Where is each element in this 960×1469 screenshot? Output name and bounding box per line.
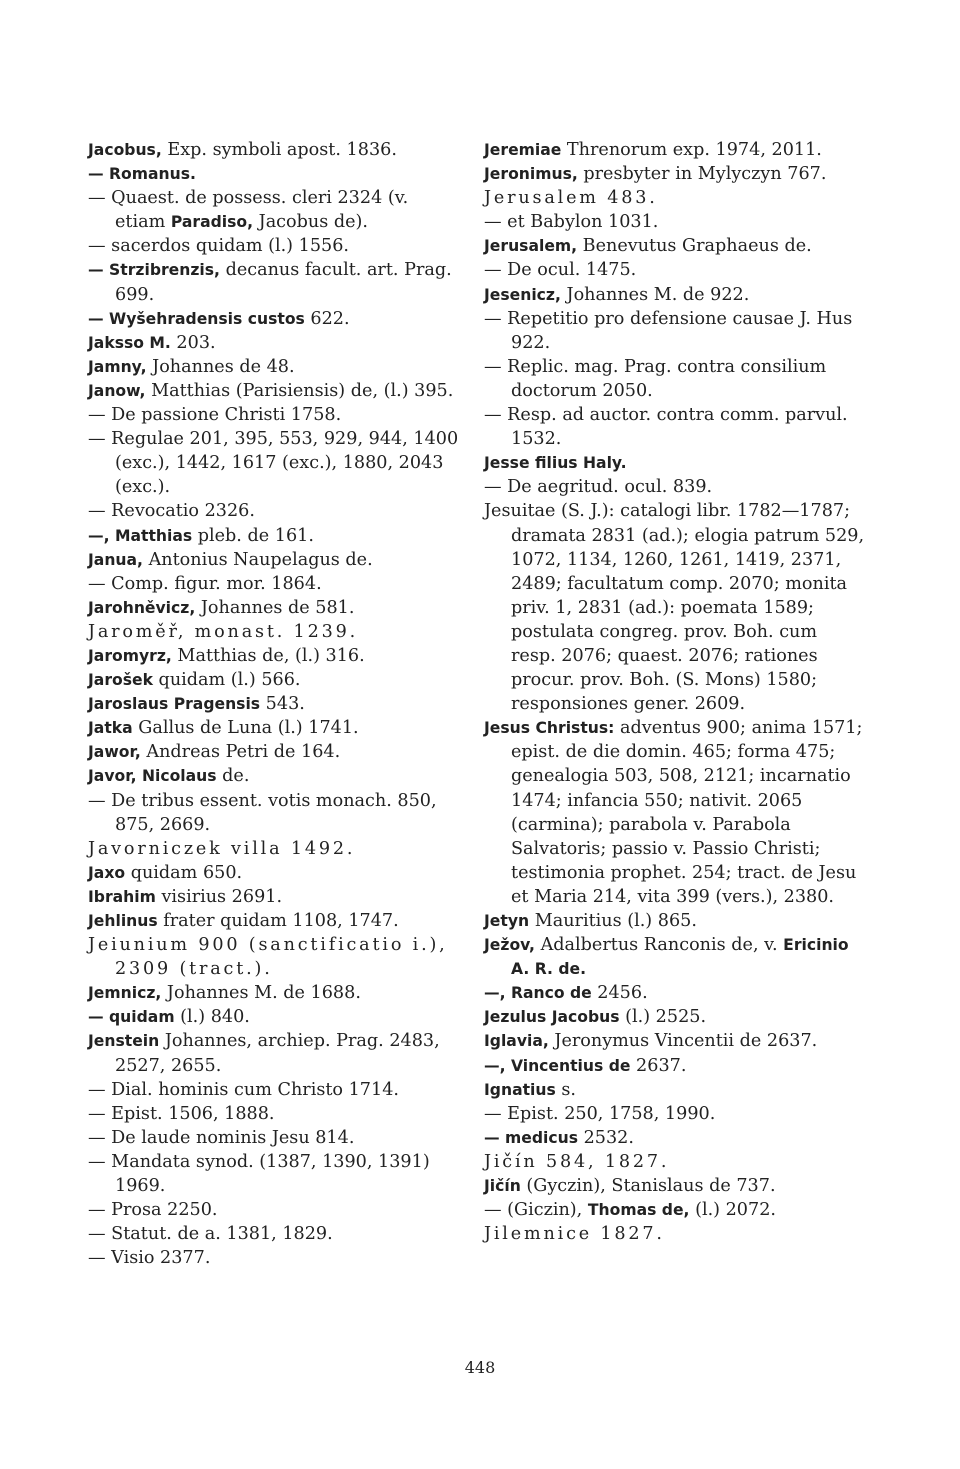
index-entry: — Prosa 2250.: [88, 1200, 218, 1221]
index-entry: — Wyšehradensis custos 622.: [88, 308, 350, 329]
index-entry: — Dial. hominis cum Christo 1714.: [88, 1079, 399, 1100]
index-entry: Jaroměř, monast. 1239.: [88, 621, 359, 642]
index-entry: — Comp. figur. mor. 1864.: [88, 573, 322, 594]
index-entry: — Replic. mag. Prag. contra consilium doctorum 2050.: [484, 356, 827, 401]
index-entry: Jilemnice 1827.: [484, 1224, 665, 1245]
index-entry: — Resp. ad auctor. contra comm. parvul. 1532.: [484, 405, 848, 450]
index-entry: Jezulus Jacobus (l.) 2525.: [484, 1007, 707, 1028]
index-entry: Jeiunium 900 (sanctificatio i.), 2309 (tract.).: [88, 935, 448, 980]
index-entry: — (Giczin), Thomas de, (l.) 2072.: [484, 1200, 776, 1221]
index-entry: Ignatius s.: [484, 1079, 576, 1100]
index-entry: —, Ranco de 2456.: [484, 983, 648, 1004]
page-number: 448: [464, 1358, 496, 1377]
index-entry: Jamny, Johannes de 48.: [88, 356, 295, 377]
index-entry: Jarohněvicz, Johannes de 581.: [88, 597, 355, 618]
index-entry: Jaksso M. 203.: [88, 332, 216, 353]
index-entry: —, Vincentius de 2637.: [484, 1055, 687, 1076]
index-entry: Jatka Gallus de Luna (l.) 1741.: [88, 718, 359, 739]
index-entry: Jaromyrz, Matthias de, (l.) 316.: [88, 645, 365, 666]
index-entry: —, Matthias pleb. de 161.: [88, 525, 314, 546]
index-entry: — Visio 2377.: [88, 1248, 211, 1269]
index-entry: — De aegritud. ocul. 839.: [484, 477, 713, 498]
index-entry: — Regulae 201, 395, 553, 929, 944, 1400 (exc.), 1442, 1617 (exc.), 1880, 2043 (exc.).: [88, 429, 459, 498]
index-entry: — Strzibrenzis, decanus facult. art. Prag. 699.: [88, 260, 452, 305]
index-entry: — Repetitio pro defensione causae J. Hus 922.: [484, 308, 853, 353]
index-entry: Jacobus, Exp. symboli apost. 1836.: [88, 140, 397, 160]
index-entry: — De passione Christi 1758.: [88, 405, 342, 426]
index-entry: — quidam (l.) 840.: [88, 1007, 250, 1028]
index-entry: — Mandata synod. (1387, 1390, 1391) 1969.: [88, 1151, 430, 1197]
index-entry: — medicus 2532.: [484, 1127, 634, 1148]
index-entry: Jesus Christus: adventus 900; anima 1571; epist. de die domin. 465; forma 475; genealogia 503, 508, 2121; incarnatio 1474; infancia 550; nativit. 2065 (carmina); parabola v. Parabola Salvatoris; passio v. Passio Christi; testimonia prophet. 254; tract. de Jesu et Maria 214, vita 399 (vers.), 2380.: [484, 718, 863, 907]
index-entry: — Romanus.: [88, 165, 196, 184]
index-entry: Jerusalem 483.: [484, 188, 658, 209]
index-entry: Jenstein Johannes, archiep. Prag. 2483, 2527, 2655.: [88, 1031, 440, 1076]
index-entry: Ibrahim visirius 2691.: [88, 886, 283, 907]
index-entry: Jeronimus, presbyter in Mylyczyn 767.: [484, 164, 827, 185]
index-entry: Jičín (Gyczin), Stanislaus de 737.: [484, 1176, 776, 1197]
index-entry: Jawor, Andreas Petri de 164.: [88, 742, 341, 763]
index-entry: — De laude nominis Jesu 814.: [88, 1127, 355, 1148]
index-entry: Jaroslaus Pragensis 543.: [88, 694, 305, 715]
index-entry: Ježov, Adalbertus Ranconis de, v. Ericinio A. R. de.: [484, 935, 849, 979]
index-entry: Jemnicz, Johannes M. de 1688.: [88, 983, 361, 1004]
index-entry: — et Babylon 1031.: [484, 212, 659, 233]
index-entry: Jetyn Mauritius (l.) 865.: [484, 911, 697, 931]
index-entry: Janow, Matthias (Parisiensis) de, (l.) 395.: [88, 380, 454, 401]
index-entry: Jaxo quidam 650.: [88, 862, 243, 883]
index-entry: — sacerdos quidam (l.) 1556.: [88, 236, 350, 257]
index-entry: Jesse filius Haly.: [484, 454, 627, 473]
index-entry: Jerusalem, Benevutus Graphaeus de.: [484, 236, 812, 257]
index-entry: Jesenicz, Johannes M. de 922.: [484, 284, 750, 305]
index-entry: — De tribus essent. votis monach. 850, 875, 2669.: [88, 790, 437, 835]
index-entry: Jičín 584, 1827.: [484, 1151, 670, 1172]
index-entry: — Revocatio 2326.: [88, 501, 255, 522]
index-entry: Jesuitae (S. J.): catalogi libr. 1782—1787; dramata 2831 (ad.); elogia patrum 529, 1072, 1134, 1260, 1261, 1419, 2371, 2489; facultatum comp. 2070; monita priv. 1, 2831 (ad.): poemata 1589; postulata congreg. prov. Boh. cum resp. 2076; quaest. 2076; rationes procur. prov. Boh. (S. Mons) 1580; responsiones gener. 2609.: [484, 501, 865, 715]
index-entry: Jeremiae Threnorum exp. 1974, 2011.: [484, 140, 822, 160]
index-entry: — Quaest. de possess. cleri 2324 (v. etiam Paradiso, Jacobus de).: [88, 188, 409, 233]
index-entry: — De ocul. 1475.: [484, 260, 637, 281]
index-entry: Iglavia, Jeronymus Vincentii de 2637.: [484, 1031, 818, 1052]
left-column: [88, 138, 460, 1270]
right-column: [484, 138, 866, 1246]
index-entry: Javorniczek villa 1492.: [88, 838, 356, 859]
index-entry: Jehlinus frater quidam 1108, 1747.: [88, 911, 399, 931]
index-entry: — Epist. 250, 1758, 1990.: [484, 1103, 716, 1124]
index-entry: Javor, Nicolaus de.: [88, 766, 250, 787]
index-entry: Janua, Antonius Naupelagus de.: [88, 549, 373, 570]
index-entry: Jarošek quidam (l.) 566.: [88, 670, 301, 691]
index-entry: — Statut. de a. 1381, 1829.: [88, 1224, 333, 1245]
index-entry: — Epist. 1506, 1888.: [88, 1103, 275, 1124]
